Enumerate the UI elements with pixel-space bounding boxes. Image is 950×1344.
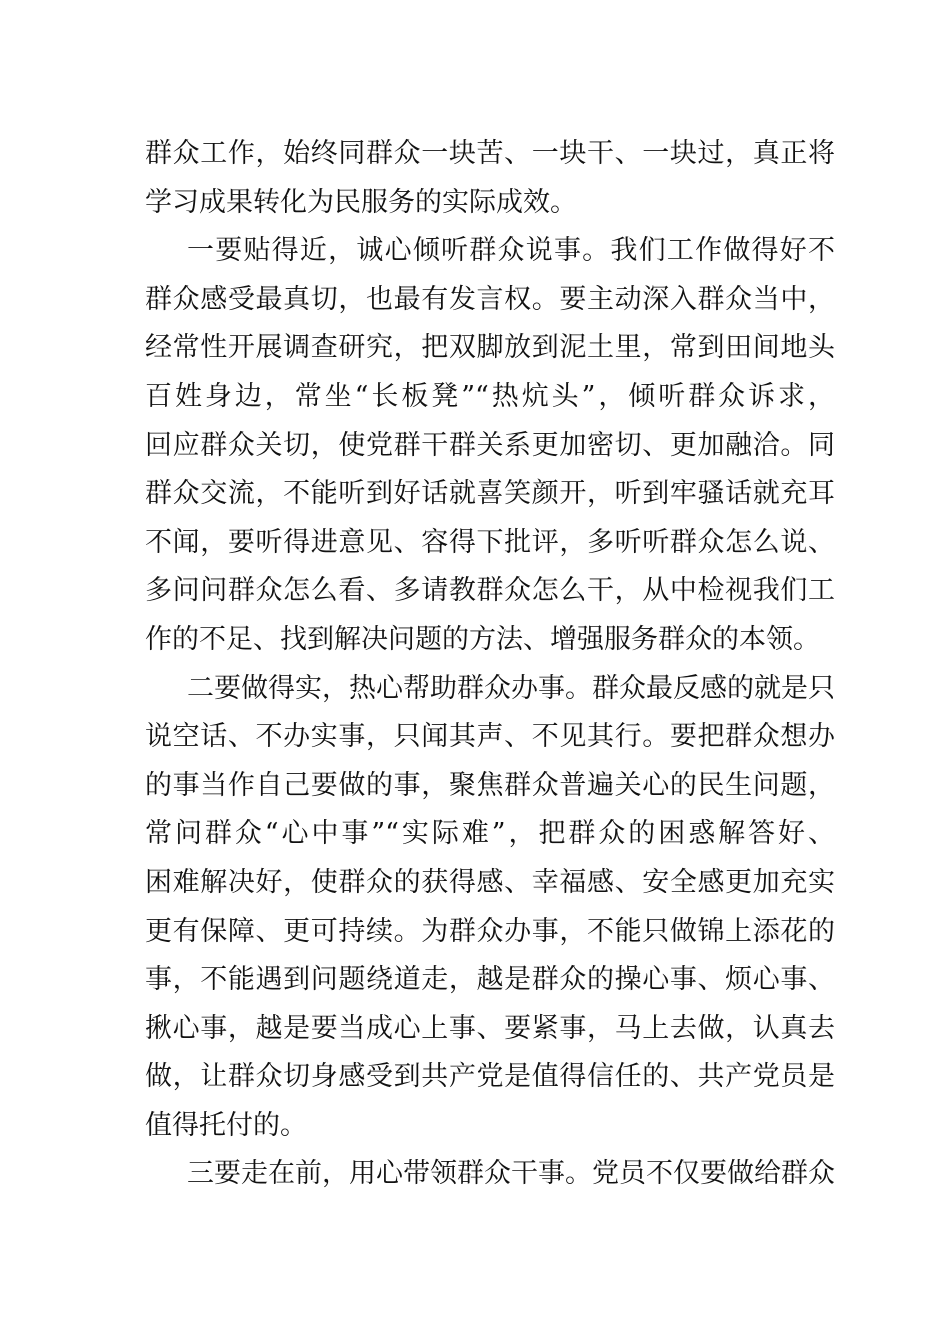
text-line: 作的不足、找到解决问题的方法、增强服务群众的本领。 (145, 623, 820, 655)
text-line: 更有保障、更可持续。为群众办事，不能只做锦上添花的 (145, 915, 835, 947)
text-line: 揪心事，越是要当成心上事、要紧事，马上去做，认真去 (145, 1012, 835, 1044)
text-line: 值得托付的。 (145, 1109, 307, 1141)
text-line: 群众感受最真切，也最有发言权。要主动深入群众当中， (145, 283, 835, 315)
text-line: 做，让群众切身感受到共产党是值得信任的、共产党员是 (145, 1061, 835, 1093)
paragraph-first-line: 二要做得实，热心帮助群众办事。群众最反感的就是只 (187, 672, 835, 704)
text-line: 学习成果转化为民服务的实际成效。 (145, 186, 577, 218)
text-line: 群众交流，不能听到好话就喜笑颜开，听到牢骚话就充耳 (145, 478, 835, 510)
paragraph-first-line: 三要走在前，用心带领群众干事。党员不仅要做给群众 (187, 1158, 835, 1190)
text-line: 回应群众关切，使党群干群关系更加密切、更加融洽。同 (145, 429, 835, 461)
text-line: 百姓身边，常坐“长板凳”“热炕头”，倾听群众诉求， (145, 380, 835, 412)
paragraph-first-line: 一要贴得近，诚心倾听群众说事。我们工作做得好不 (187, 235, 835, 267)
text-line: 事，不能遇到问题绕道走，越是群众的操心事、烦心事、 (145, 964, 835, 996)
text-line: 常问群众“心中事”“实际难”，把群众的困惑解答好、 (145, 818, 835, 850)
text-line: 经常性开展调查研究，把双脚放到泥土里，常到田间地头 (145, 332, 835, 364)
body-text (145, 130, 835, 1199)
text-line: 多问问群众怎么看、多请教群众怎么干，从中检视我们工 (145, 575, 835, 607)
text-line: 困难解决好，使群众的获得感、幸福感、安全感更加充实 (145, 866, 835, 898)
text-line: 群众工作，始终同群众一块苦、一块干、一块过，真正将 (145, 138, 835, 169)
text-line: 的事当作自己要做的事，聚焦群众普遍关心的民生问题， (145, 769, 835, 801)
text-line: 说空话、不办实事，只闻其声、不见其行。要把群众想办 (145, 721, 835, 753)
text-line: 不闻，要听得进意见、容得下批评，多听听群众怎么说、 (145, 526, 835, 558)
